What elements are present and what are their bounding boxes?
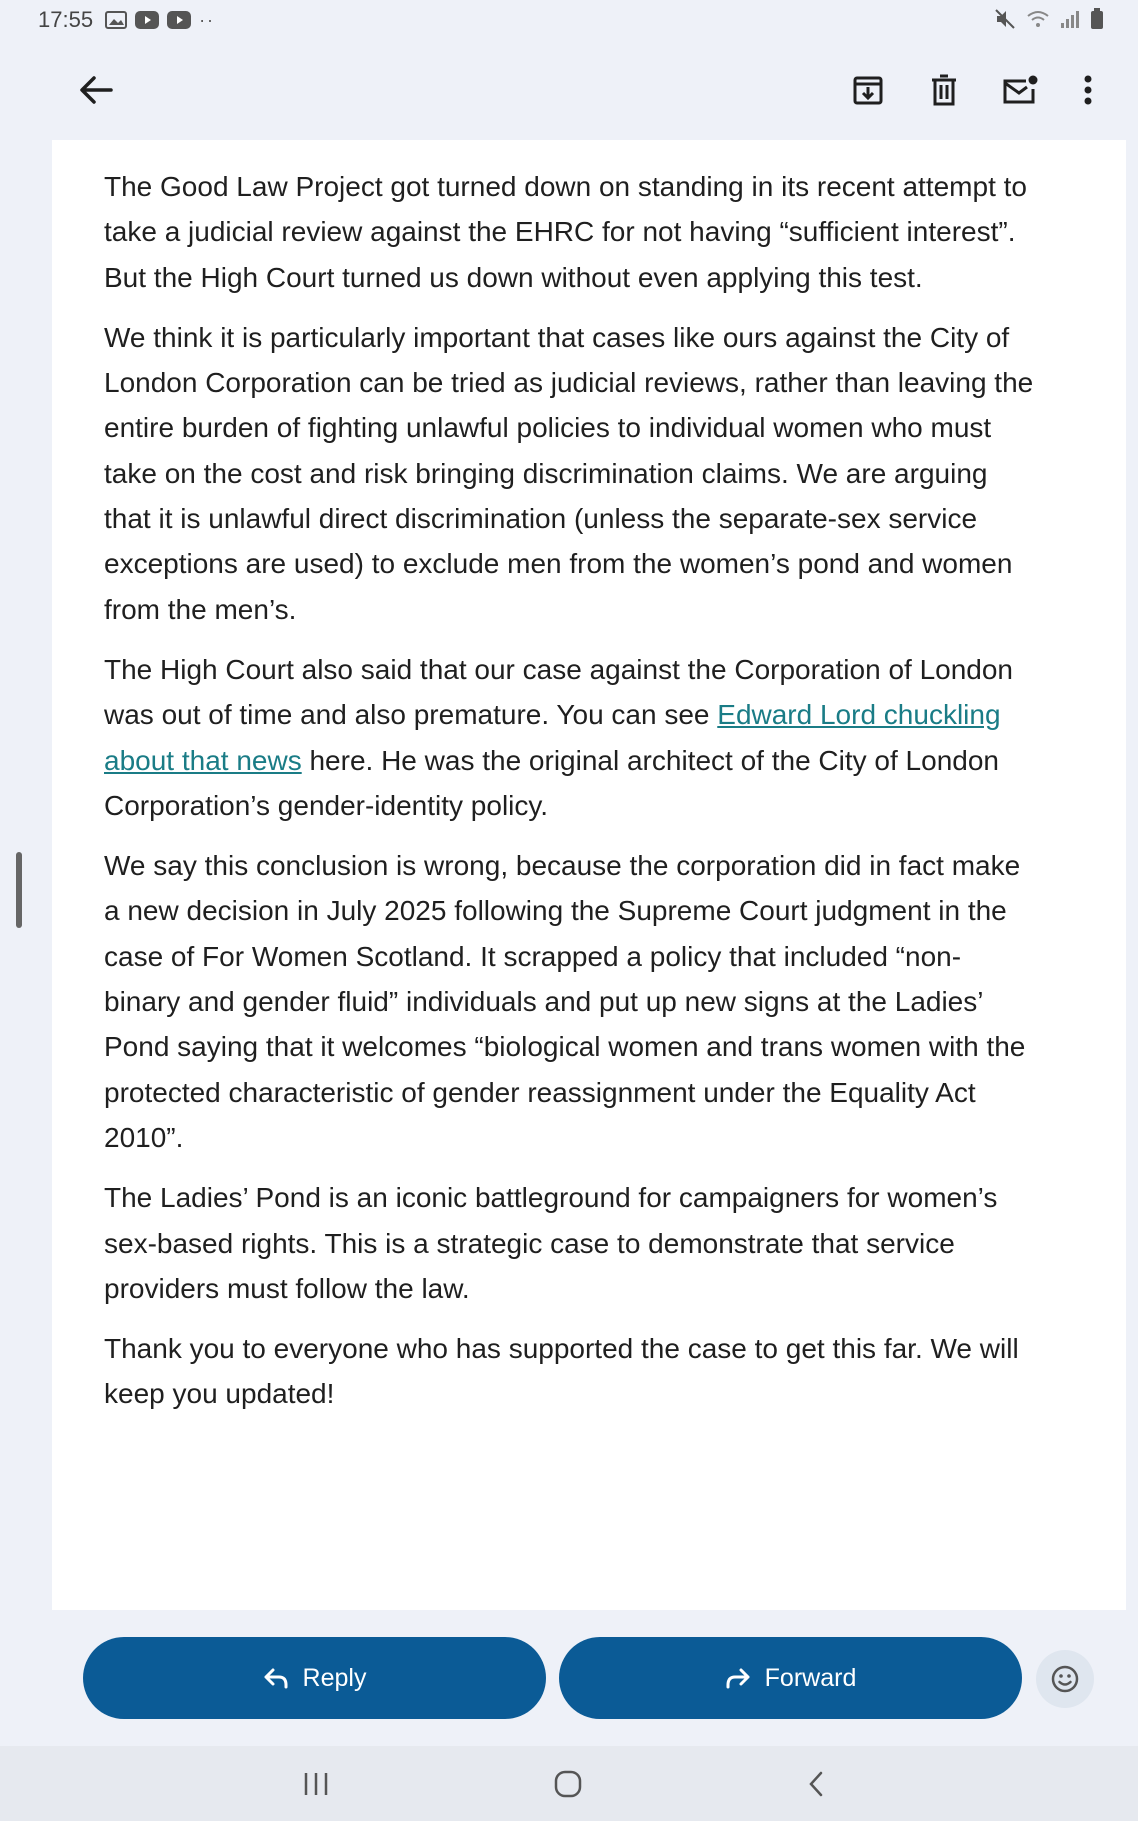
email-paragraph: We think it is particularly important that cases like ours against the City of London Corporation can be tried as judicial reviews, rather than leaving the entire burden of fighting unlawful policies to individual women who must take on the cost and risk bringing discrimination claims. We are arguing that it is unlawful direct discrimination (unless the separate-sex service exceptions are used) to exclude men from the women’s pond and women from the men’s. [104, 321, 1034, 625]
paragraph-text: here. He was the original architect of the City of London Corporation’s gender-identity policy. [104, 744, 999, 821]
system-icons [994, 8, 1104, 30]
signal-icon [1060, 9, 1080, 29]
smiley-icon [1051, 1665, 1079, 1693]
image-icon [105, 11, 127, 29]
delete-button[interactable] [918, 64, 970, 116]
emoji-reaction-button[interactable] [1036, 1650, 1094, 1708]
email-paragraph: We say this conclusion is wrong, because the corporation did in fact make a new decision in July 2025 following the Supreme Court judgment in the case of For Women Scotland. It scrapped a policy that included “non-binary and gender fluid” individuals and put up new signs at the Ladies’ Pond saying that it welcomes “biological women and trans women with the protected characteristic of gender reassignment under the Equality Act 2010”. [104, 850, 1026, 1153]
archive-icon [852, 74, 884, 106]
paragraph-text: The High Court also said that our case against the Corporation of London was out of time and also premature. You can see [104, 653, 1014, 731]
notification-icons [105, 10, 215, 31]
status-time: 17:55 [38, 7, 94, 32]
back-arrow-icon [79, 75, 113, 105]
home-icon [554, 1770, 582, 1798]
forward-label: Forward [764, 1663, 857, 1692]
back-nav-button[interactable] [796, 1764, 836, 1804]
reply-icon [263, 1667, 289, 1689]
youtube-icon [167, 11, 191, 29]
delete-icon [930, 74, 958, 106]
mark-unread-icon [1002, 75, 1038, 105]
wifi-icon [1026, 9, 1050, 29]
youtube-icon [135, 11, 159, 29]
scroll-handle[interactable] [16, 852, 22, 928]
forward-button[interactable] [559, 1637, 1022, 1719]
battery-icon [1090, 8, 1104, 30]
email-paragraph: Thank you to everyone who has supported the case to get this far. We will keep you updated! [104, 1333, 1019, 1410]
chevron-left-icon [807, 1770, 825, 1798]
forward-icon [725, 1667, 751, 1689]
mute-icon [994, 8, 1016, 30]
app-bar [38, 40, 1138, 140]
recents-button[interactable] [296, 1764, 336, 1804]
email-paragraph [104, 647, 1034, 828]
email-body [104, 164, 1034, 1432]
more-vert-icon [1084, 75, 1092, 105]
reply-button[interactable] [83, 1637, 546, 1719]
back-button[interactable] [70, 64, 122, 116]
edward-lord-link[interactable]: Edward Lord chuckling about that news [104, 699, 1001, 776]
more-dots-icon: ·· [199, 9, 216, 30]
mark-unread-button[interactable] [994, 64, 1046, 116]
archive-button[interactable] [842, 64, 894, 116]
system-nav-bar [0, 1746, 1138, 1821]
status-bar [0, 0, 1138, 40]
reply-label: Reply [302, 1663, 367, 1692]
email-paragraph: The Good Law Project got turned down on standing in its recent attempt to take a judicial review against the EHRC for not having “sufficient interest”. But the High Court turned us down without even applying this test. [104, 171, 1027, 293]
email-paragraph: The Ladies’ Pond is an iconic battleground for campaigners for women’s sex-based rights. This is a strategic case to demonstrate that service providers must follow the law. [104, 1182, 998, 1304]
home-button[interactable] [548, 1764, 588, 1804]
more-options-button[interactable] [1062, 64, 1114, 116]
recents-icon [302, 1771, 330, 1797]
